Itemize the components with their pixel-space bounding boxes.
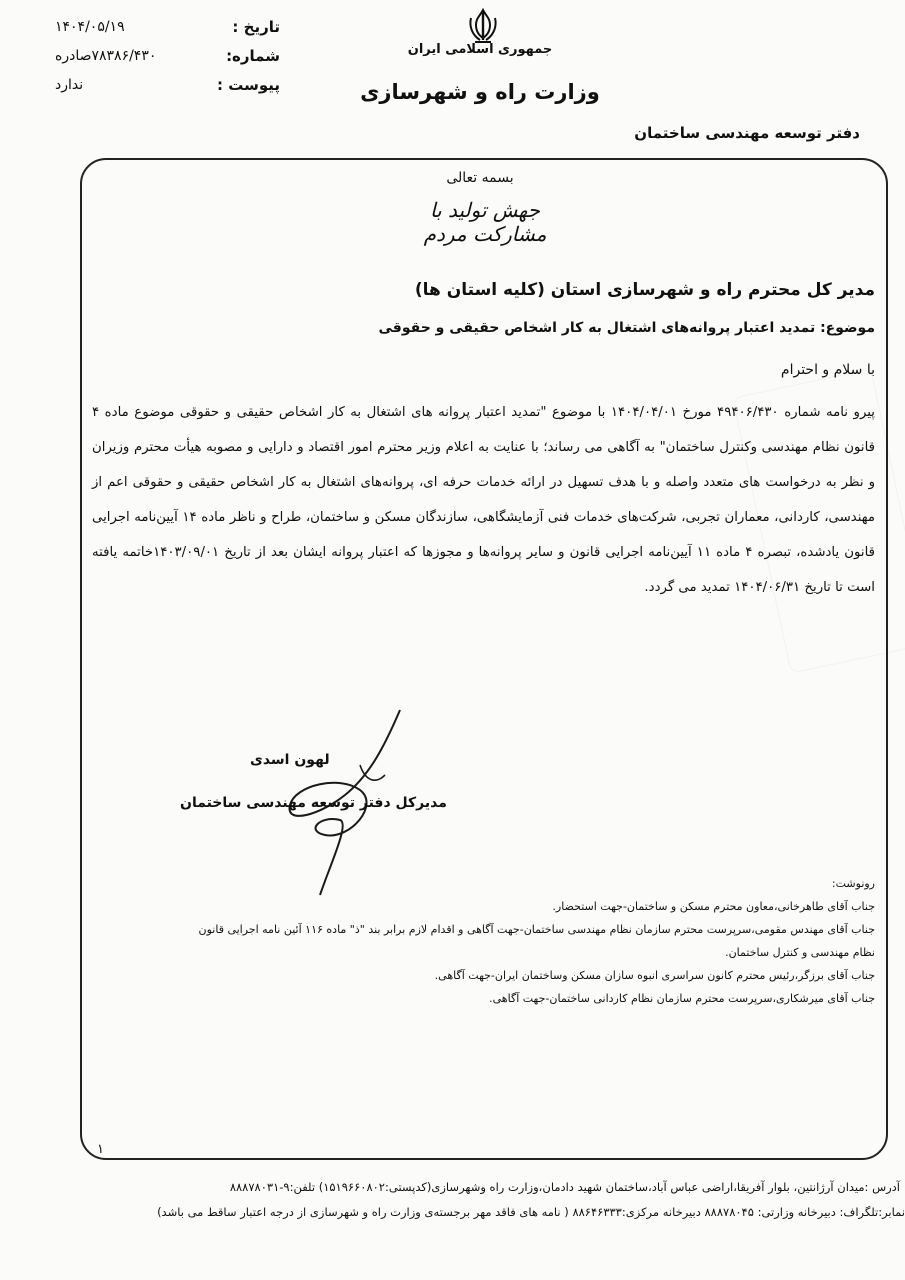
number-label: شماره: <box>226 46 280 65</box>
date-row <box>55 12 280 41</box>
cc-heading: رونوشت: <box>831 877 875 890</box>
letter-body: پیرو نامه شماره ۴۹۴۰۶/۴۳۰ مورخ ۱۴۰۴/۰۴/۰۱ با موضوع "تمدید اعتبار پروانه های اشتغال به کار اشخاص حقیقی و حقوقی موضوع ماده ۴ قانون نظام مهندسی وکنترل ساختمان" به آگاهی می رساند؛ با عنایت به اعلام وزیر محترم امور اقتصاد و دارایی و مصوبه هیأت محترم وزیران و نظر به درخواست های متعدد واصله و با هدف تسهیل در ارائه خدمات حرفه ای، پروانه‌های اشتغال به کار اشخاص حقیقی و حقوقی اعم از مهندسی، کاردانی، معماران تجربی، شرکت‌های خدمات فنی آزمایشگاهی، سازندگان مسکن و ساختمان، طراح و ناظر ماده ۱۴ آیین‌نامه اجرایی قانون یادشده، تبصره ۴ ماده ۱۱ آیین‌نامه اجرایی قانون و سایر پروانه‌ها و مجوزها که اعتبار پروانه ایشان بعد از تاریخ ۱۴۰۳/۰۹/۰۱خاتمه یافته است تا تاریخ ۱۴۰۴/۰۶/۳۱ تمدید می گردد. <box>92 405 875 595</box>
invocation: بسمه تعالی <box>446 170 514 186</box>
office-title: دفتر توسعه مهندسی ساختمان <box>634 124 860 142</box>
number-row <box>55 41 280 70</box>
slogan: جهش تولید با مشارکت مردم <box>423 198 547 246</box>
ministry-title: وزارت راه و شهرسازی <box>360 80 600 104</box>
attachment-row <box>55 70 280 99</box>
attachment-value: ندارد <box>55 76 84 93</box>
cc-line: جناب آقای برزگر،رئیس محترم کانون سراسری انبوه سازان مسکن وساختمان ایران-جهت آگاهی. <box>434 969 875 982</box>
footer-phones: نمابر:تلگراف: دبیرخانه وزارتی: ۸۸۸۷۸۰۴۵ دبیرخانه مرکزی:۸۸۶۴۶۳۳۳ ( نامه های فاقد مهر برجسته‌ی وزارت راه و شهرسازی از درجه اعتبار ساقط می باشد) <box>157 1205 905 1219</box>
subject-line: موضوع: تمدید اعتبار پروانه‌های اشتغال به کار اشخاص حقیقی و حقوقی <box>378 320 875 336</box>
letter-meta <box>55 12 280 99</box>
footer-address: آدرس :میدان آرژانتین، بلوار آفریقا،اراضی عباس آباد،ساختمان شهید دادمان،وزارت راه وشهرسازی(کدپستی:۱۵۱۹۶۶۰۸۰۲) تلفن:۹-۸۸۸۷۸۰۳۱ <box>229 1180 900 1194</box>
cc-list <box>92 872 875 1010</box>
addressee: مدیر کل محترم راه و شهرسازی استان (کلیه استان ها) <box>414 280 875 300</box>
signer-name: لهون اسدی <box>250 752 330 768</box>
page-number: ۱ <box>97 1142 104 1157</box>
cc-line: جناب آقای طاهرخانی،معاون محترم مسکن و ساختمان-جهت استحضار. <box>552 900 875 913</box>
salutation: با سلام و احترام <box>780 362 875 378</box>
cc-line: جناب آقای میرشکاری،سرپرست محترم سازمان نظام کاردانی ساختمان-جهت آگاهی. <box>489 992 875 1005</box>
republic-title: جمهوری اسلامی ایران <box>407 42 553 57</box>
cc-line: جناب آقای مهندس مقومی،سرپرست محترم سازمان نظام مهندسی ساختمان-جهت آگاهی و اقدام لازم برابر بند "ذ" ماده ۱۱۶ آئین نامه اجرایی قانون <box>198 923 875 936</box>
date-value: ۱۴۰۴/۰۵/۱۹ <box>55 18 125 35</box>
signer-title: مدیرکل دفتر توسعه مهندسی ساختمان <box>180 795 447 811</box>
number-value: ۷۸۳۸۶/۴۳۰صادره <box>55 47 157 64</box>
date-label: تاریخ : <box>232 17 280 36</box>
cc-line: نظام مهندسی و کنترل ساختمان. <box>725 946 875 959</box>
attachment-label: پیوست : <box>216 75 280 94</box>
iran-emblem-icon <box>466 8 500 44</box>
